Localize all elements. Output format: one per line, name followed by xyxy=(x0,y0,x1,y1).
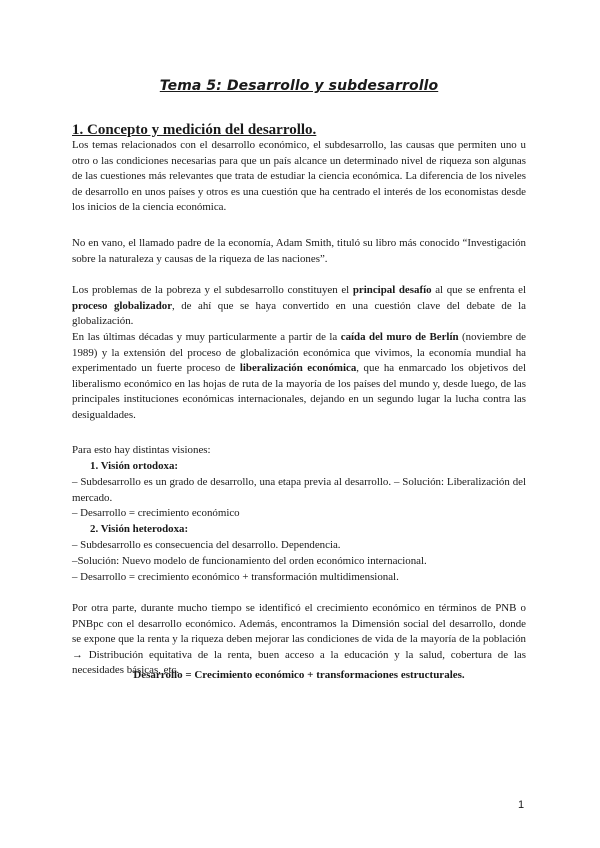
paragraph-berlin: En las últimas décadas y muy particularmente a partir de la caída del muro de Berlín (noviembre de 1989) y la extensión del proceso de globalización económica que vivimos, la economía mundial ha experimentado un fuerte proceso de liberalización económica, que ha enmarcado los objetivos del liberalismo económico en las hojas de ruta de la mayoría de los países del mundo y, desde luego, de las principales instituciones económicas internacionales, dejando en un segundo lugar la lucha contra las desigualdades. xyxy=(72,331,526,421)
section-heading: 1. Concepto y medición del desarrollo. xyxy=(72,122,317,138)
document-title: Tema 5: Desarrollo y subdesarrollo xyxy=(159,78,439,94)
vision-heterodox-line: – Subdesarrollo es consecuencia del desarrollo. Dependencia. xyxy=(72,539,341,551)
visions-intro: Para esto hay distintas visiones: xyxy=(72,444,211,456)
paragraph-social-dimension: Por otra parte, durante mucho tiempo se identificó el crecimiento económico en términos de PNB o PNBpc con el desarrollo económico. Además, encontramos la Dimensión social del desarrollo, donde se expone que la renta y la riqueza deben mejorar las condiciones de vida de la mayoría de la población → Distribución equitativa de la renta, buen acceso a la educación y la salud, cobertura de las necesidades básicas, etc. xyxy=(72,602,526,676)
paragraph-intro: Los temas relacionados con el desarrollo económico, el subdesarrollo, las causas que permiten uno u otro o las condiciones necesarias para que un país alcance un determinado nivel de riqueza son algunas de las cuestiones más relevantes que trata de estudiar la ciencia económica. La diferencia de los niveles de desarrollo en unos países y otros es una cuestión que ha centrado el interés de los economistas desde los inicios de la ciencia económica. xyxy=(72,139,526,213)
vision-heterodox-title: 2. Visión heterodoxa: xyxy=(90,523,189,535)
page-number: 1 xyxy=(518,799,525,811)
vision-heterodox-line: – Desarrollo = crecimiento económico + transformación multidimensional. xyxy=(72,571,399,583)
vision-orthodox-line: – Desarrollo = crecimiento económico xyxy=(72,507,240,519)
paragraph-poverty: Los problemas de la pobreza y el subdesarrollo constituyen el principal desafío al que se enfrenta el proceso globalizador, de ahí que se haya convertido en una cuestión clave del debate de la globalización. xyxy=(72,284,526,327)
vision-orthodox-title: 1. Visión ortodoxa: xyxy=(90,460,179,472)
development-formula: Desarrollo = Crecimiento económico + transformaciones estructurales. xyxy=(133,669,465,681)
vision-heterodox-line: –Solución: Nuevo modelo de funcionamiento del orden económico internacional. xyxy=(72,555,427,567)
paragraph-adam-smith: No en vano, el llamado padre de la economía, Adam Smith, tituló su libro más conocido “Investigación sobre la naturaleza y causas de la riqueza de las naciones”. xyxy=(72,237,526,265)
vision-orthodox-text: – Subdesarrollo es un grado de desarrollo, una etapa previa al desarrollo. – Solución: Liberalización del mercado. xyxy=(72,476,526,504)
